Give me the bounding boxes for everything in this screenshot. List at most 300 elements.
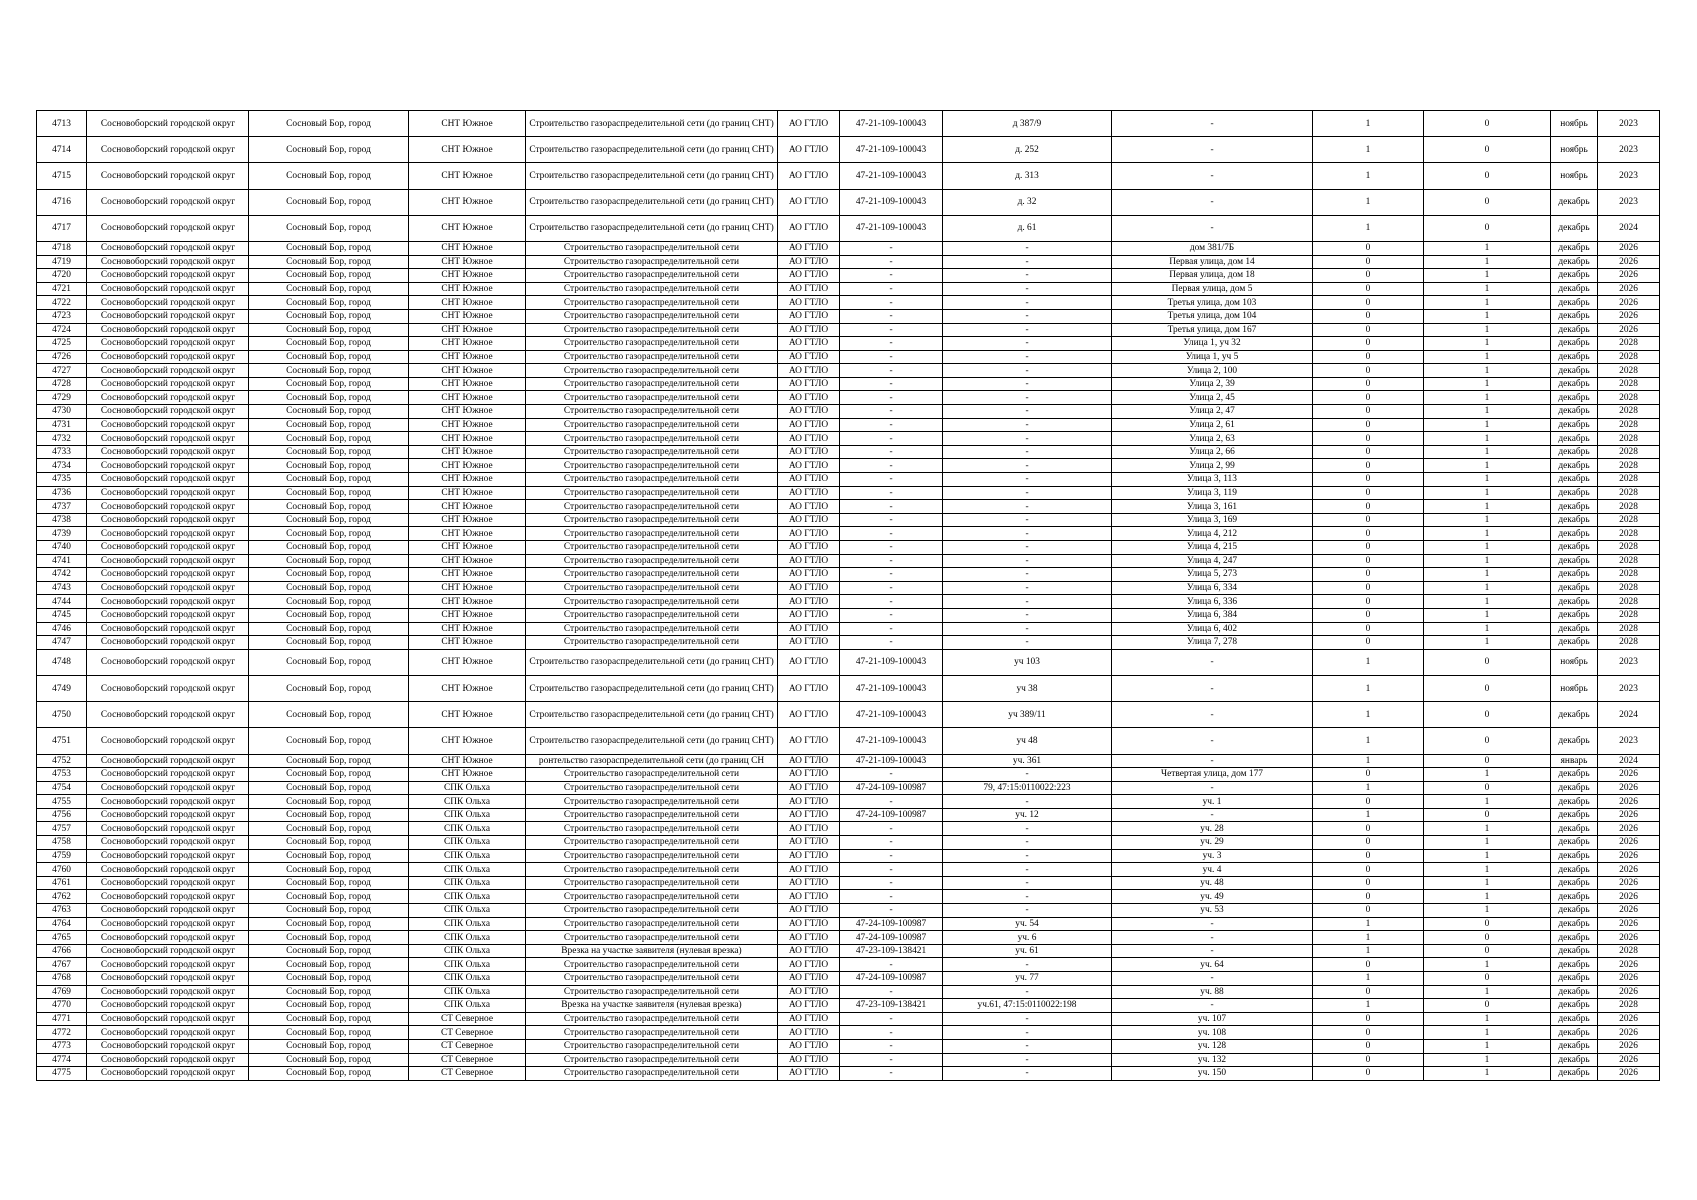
month-cell: ноябрь <box>1551 649 1598 675</box>
count-a-cell: 0 <box>1313 836 1424 850</box>
address-cell: - <box>1112 215 1313 241</box>
organization-cell: АО ГТЛО <box>778 728 840 754</box>
year-cell: 2028 <box>1598 377 1660 391</box>
contract-number-cell: 47-24-109-100987 <box>840 931 943 945</box>
settlement-cell: СНТ Южное <box>409 541 526 555</box>
organization-cell: АО ГТЛО <box>778 754 840 768</box>
district-cell: Сосновоборский городской округ <box>87 768 249 782</box>
work-type-cell: Строительство газораспределительной сети <box>526 541 778 555</box>
count-a-cell: 0 <box>1313 432 1424 446</box>
count-a-cell: 0 <box>1313 622 1424 636</box>
contract-number-cell: - <box>840 622 943 636</box>
settlement-cell: СНТ Южное <box>409 513 526 527</box>
plot-cell: - <box>943 1067 1112 1081</box>
month-cell: декабрь <box>1551 350 1598 364</box>
year-cell: 2023 <box>1598 675 1660 701</box>
city-cell: Сосновый Бор, город <box>249 1026 409 1040</box>
plot-cell: - <box>943 486 1112 500</box>
work-type-cell: Строительство газораспределительной сети <box>526 350 778 364</box>
table-row <box>37 622 1660 636</box>
row-number: 4733 <box>37 445 87 459</box>
row-number: 4765 <box>37 931 87 945</box>
month-cell: декабрь <box>1551 309 1598 323</box>
month-cell: декабрь <box>1551 608 1598 622</box>
row-number: 4742 <box>37 568 87 582</box>
row-number: 4728 <box>37 377 87 391</box>
year-cell: 2026 <box>1598 1012 1660 1026</box>
address-cell: - <box>1112 111 1313 137</box>
contract-number-cell: - <box>840 1026 943 1040</box>
address-cell: Первая улица, дом 18 <box>1112 269 1313 283</box>
work-type-cell: Строительство газораспределительной сети <box>526 581 778 595</box>
year-cell: 2026 <box>1598 863 1660 877</box>
year-cell: 2026 <box>1598 768 1660 782</box>
count-a-cell: 0 <box>1313 985 1424 999</box>
contract-number-cell: 47-23-109-138421 <box>840 999 943 1013</box>
organization-cell: АО ГТЛО <box>778 255 840 269</box>
row-number: 4741 <box>37 554 87 568</box>
organization-cell: АО ГТЛО <box>778 282 840 296</box>
count-b-cell: 1 <box>1424 985 1551 999</box>
city-cell: Сосновый Бор, город <box>249 595 409 609</box>
plot-cell: - <box>943 241 1112 255</box>
city-cell: Сосновый Бор, город <box>249 418 409 432</box>
year-cell: 2026 <box>1598 255 1660 269</box>
month-cell: декабрь <box>1551 1026 1598 1040</box>
year-cell: 2028 <box>1598 391 1660 405</box>
table-row <box>37 350 1660 364</box>
row-number: 4748 <box>37 649 87 675</box>
count-a-cell: 0 <box>1313 904 1424 918</box>
organization-cell: АО ГТЛО <box>778 822 840 836</box>
count-b-cell: 0 <box>1424 999 1551 1013</box>
year-cell: 2026 <box>1598 296 1660 310</box>
district-cell: Сосновоборский городской округ <box>87 931 249 945</box>
district-cell: Сосновоборский городской округ <box>87 795 249 809</box>
district-cell: Сосновоборский городской округ <box>87 391 249 405</box>
row-number: 4720 <box>37 269 87 283</box>
organization-cell: АО ГТЛО <box>778 876 840 890</box>
city-cell: Сосновый Бор, город <box>249 849 409 863</box>
year-cell: 2028 <box>1598 364 1660 378</box>
count-a-cell: 0 <box>1313 1026 1424 1040</box>
organization-cell: АО ГТЛО <box>778 541 840 555</box>
address-cell: уч. 128 <box>1112 1039 1313 1053</box>
month-cell: декабрь <box>1551 972 1598 986</box>
contract-number-cell: 47-21-109-100043 <box>840 163 943 189</box>
contract-number-cell: - <box>840 309 943 323</box>
plot-cell: - <box>943 836 1112 850</box>
district-cell: Сосновоборский городской округ <box>87 863 249 877</box>
city-cell: Сосновый Бор, город <box>249 473 409 487</box>
count-a-cell: 1 <box>1313 781 1424 795</box>
row-number: 4767 <box>37 958 87 972</box>
count-a-cell: 0 <box>1313 364 1424 378</box>
contract-number-cell: - <box>840 1067 943 1081</box>
count-a-cell: 1 <box>1313 754 1424 768</box>
row-number: 4735 <box>37 473 87 487</box>
count-a-cell: 0 <box>1313 958 1424 972</box>
city-cell: Сосновый Бор, город <box>249 1039 409 1053</box>
contract-number-cell: - <box>840 876 943 890</box>
month-cell: декабрь <box>1551 405 1598 419</box>
count-b-cell: 0 <box>1424 111 1551 137</box>
row-number: 4760 <box>37 863 87 877</box>
count-b-cell: 1 <box>1424 595 1551 609</box>
table-row <box>37 702 1660 728</box>
year-cell: 2026 <box>1598 323 1660 337</box>
table-row <box>37 822 1660 836</box>
settlement-cell: СПК Ольха <box>409 904 526 918</box>
organization-cell: АО ГТЛО <box>778 890 840 904</box>
plot-cell: 79, 47:15:0110022:223 <box>943 781 1112 795</box>
count-a-cell: 0 <box>1313 849 1424 863</box>
count-b-cell: 1 <box>1424 255 1551 269</box>
work-type-cell: Врезка на участке заявителя (нулевая врезка) <box>526 999 778 1013</box>
district-cell: Сосновоборский городской округ <box>87 350 249 364</box>
year-cell: 2023 <box>1598 137 1660 163</box>
row-number: 4774 <box>37 1053 87 1067</box>
month-cell: декабрь <box>1551 500 1598 514</box>
address-cell: - <box>1112 702 1313 728</box>
city-cell: Сосновый Бор, город <box>249 513 409 527</box>
count-b-cell: 1 <box>1424 958 1551 972</box>
count-b-cell: 0 <box>1424 972 1551 986</box>
table-row <box>37 459 1660 473</box>
work-type-cell: Строительство газораспределительной сети <box>526 282 778 296</box>
month-cell: декабрь <box>1551 808 1598 822</box>
plot-cell: - <box>943 595 1112 609</box>
settlement-cell: СНТ Южное <box>409 754 526 768</box>
count-b-cell: 1 <box>1424 296 1551 310</box>
contract-number-cell: - <box>840 432 943 446</box>
district-cell: Сосновоборский городской округ <box>87 527 249 541</box>
month-cell: декабрь <box>1551 296 1598 310</box>
row-number: 4757 <box>37 822 87 836</box>
count-a-cell: 1 <box>1313 972 1424 986</box>
organization-cell: АО ГТЛО <box>778 595 840 609</box>
plot-cell: уч. 77 <box>943 972 1112 986</box>
table-row <box>37 189 1660 215</box>
row-number: 4743 <box>37 581 87 595</box>
settlement-cell: СТ Северное <box>409 1026 526 1040</box>
table-row <box>37 527 1660 541</box>
count-b-cell: 1 <box>1424 500 1551 514</box>
settlement-cell: СПК Ольха <box>409 972 526 986</box>
district-cell: Сосновоборский городской округ <box>87 675 249 701</box>
row-number: 4726 <box>37 350 87 364</box>
settlement-cell: СПК Ольха <box>409 849 526 863</box>
district-cell: Сосновоборский городской округ <box>87 255 249 269</box>
address-cell: Улица 2, 63 <box>1112 432 1313 446</box>
table-row <box>37 876 1660 890</box>
organization-cell: АО ГТЛО <box>778 337 840 351</box>
plot-cell: - <box>943 269 1112 283</box>
count-b-cell: 1 <box>1424 622 1551 636</box>
plot-cell: - <box>943 1012 1112 1026</box>
count-a-cell: 1 <box>1313 917 1424 931</box>
contract-number-cell: 47-21-109-100043 <box>840 215 943 241</box>
contract-number-cell: - <box>840 269 943 283</box>
year-cell: 2028 <box>1598 486 1660 500</box>
organization-cell: АО ГТЛО <box>778 189 840 215</box>
city-cell: Сосновый Бор, город <box>249 405 409 419</box>
count-b-cell: 1 <box>1424 364 1551 378</box>
row-number: 4717 <box>37 215 87 241</box>
organization-cell: АО ГТЛО <box>778 958 840 972</box>
table-row <box>37 513 1660 527</box>
address-cell: - <box>1112 999 1313 1013</box>
month-cell: декабрь <box>1551 255 1598 269</box>
contract-number-cell: - <box>840 541 943 555</box>
city-cell: Сосновый Бор, город <box>249 754 409 768</box>
month-cell: декабрь <box>1551 702 1598 728</box>
table-row <box>37 608 1660 622</box>
contract-number-cell: - <box>840 337 943 351</box>
table-row <box>37 568 1660 582</box>
address-cell: - <box>1112 781 1313 795</box>
table-row <box>37 904 1660 918</box>
table-row <box>37 296 1660 310</box>
table-row <box>37 636 1660 650</box>
district-cell: Сосновоборский городской округ <box>87 541 249 555</box>
address-cell: Улица 2, 99 <box>1112 459 1313 473</box>
plot-cell: д. 252 <box>943 137 1112 163</box>
row-number: 4724 <box>37 323 87 337</box>
work-type-cell: Строительство газораспределительной сети <box>526 405 778 419</box>
settlement-cell: СТ Северное <box>409 1067 526 1081</box>
count-a-cell: 0 <box>1313 282 1424 296</box>
table-row <box>37 999 1660 1013</box>
address-cell: уч. 28 <box>1112 822 1313 836</box>
contract-number-cell: 47-21-109-100043 <box>840 754 943 768</box>
table-row <box>37 364 1660 378</box>
organization-cell: АО ГТЛО <box>778 781 840 795</box>
count-b-cell: 1 <box>1424 486 1551 500</box>
city-cell: Сосновый Бор, город <box>249 972 409 986</box>
count-b-cell: 1 <box>1424 1026 1551 1040</box>
month-cell: декабрь <box>1551 1039 1598 1053</box>
table-row <box>37 728 1660 754</box>
work-type-cell: Строительство газораспределительной сети <box>526 795 778 809</box>
district-cell: Сосновоборский городской округ <box>87 636 249 650</box>
plot-cell: - <box>943 282 1112 296</box>
table-row <box>37 972 1660 986</box>
city-cell: Сосновый Бор, город <box>249 1012 409 1026</box>
organization-cell: АО ГТЛО <box>778 296 840 310</box>
city-cell: Сосновый Бор, город <box>249 581 409 595</box>
address-cell: Улица 6, 334 <box>1112 581 1313 595</box>
plot-cell: - <box>943 527 1112 541</box>
plot-cell: - <box>943 1039 1112 1053</box>
district-cell: Сосновоборский городской округ <box>87 1012 249 1026</box>
count-b-cell: 0 <box>1424 917 1551 931</box>
row-number: 4725 <box>37 337 87 351</box>
settlement-cell: СНТ Южное <box>409 702 526 728</box>
row-number: 4734 <box>37 459 87 473</box>
table-row <box>37 500 1660 514</box>
table-row <box>37 958 1660 972</box>
year-cell: 2026 <box>1598 1067 1660 1081</box>
count-b-cell: 1 <box>1424 269 1551 283</box>
year-cell: 2026 <box>1598 849 1660 863</box>
month-cell: декабрь <box>1551 795 1598 809</box>
row-number: 4713 <box>37 111 87 137</box>
month-cell: ноябрь <box>1551 163 1598 189</box>
contract-number-cell: - <box>840 985 943 999</box>
address-cell: дом 381/7Б <box>1112 241 1313 255</box>
city-cell: Сосновый Бор, город <box>249 944 409 958</box>
plot-cell: - <box>943 890 1112 904</box>
plot-cell: д. 61 <box>943 215 1112 241</box>
settlement-cell: СНТ Южное <box>409 296 526 310</box>
count-b-cell: 1 <box>1424 527 1551 541</box>
plot-cell: - <box>943 309 1112 323</box>
month-cell: декабрь <box>1551 863 1598 877</box>
row-number: 4739 <box>37 527 87 541</box>
table-row <box>37 1026 1660 1040</box>
address-cell: Улица 1, уч 32 <box>1112 337 1313 351</box>
city-cell: Сосновый Бор, город <box>249 890 409 904</box>
month-cell: декабрь <box>1551 1067 1598 1081</box>
month-cell: декабрь <box>1551 595 1598 609</box>
contract-number-cell: - <box>840 377 943 391</box>
row-number: 4744 <box>37 595 87 609</box>
organization-cell: АО ГТЛО <box>778 904 840 918</box>
plot-cell: - <box>943 904 1112 918</box>
work-type-cell: Строительство газораспределительной сети <box>526 931 778 945</box>
contract-number-cell: 47-24-109-100987 <box>840 781 943 795</box>
plot-cell: - <box>943 636 1112 650</box>
district-cell: Сосновоборский городской округ <box>87 309 249 323</box>
settlement-cell: СНТ Южное <box>409 568 526 582</box>
settlement-cell: СПК Ольха <box>409 985 526 999</box>
row-number: 4715 <box>37 163 87 189</box>
work-type-cell: Строительство газораспределительной сети <box>526 808 778 822</box>
count-b-cell: 1 <box>1424 541 1551 555</box>
address-cell: - <box>1112 972 1313 986</box>
work-type-cell: Строительство газораспределительной сети <box>526 432 778 446</box>
address-cell: Улица 2, 61 <box>1112 418 1313 432</box>
year-cell: 2028 <box>1598 418 1660 432</box>
work-type-cell: Строительство газораспределительной сети <box>526 595 778 609</box>
count-b-cell: 1 <box>1424 377 1551 391</box>
table-row <box>37 649 1660 675</box>
city-cell: Сосновый Бор, город <box>249 486 409 500</box>
address-cell: Первая улица, дом 14 <box>1112 255 1313 269</box>
plot-cell: - <box>943 608 1112 622</box>
organization-cell: АО ГТЛО <box>778 581 840 595</box>
month-cell: декабрь <box>1551 849 1598 863</box>
work-type-cell: Строительство газораспределительной сети <box>526 904 778 918</box>
year-cell: 2023 <box>1598 163 1660 189</box>
work-type-cell: Строительство газораспределительной сети <box>526 768 778 782</box>
table-row <box>37 241 1660 255</box>
contract-number-cell: - <box>840 608 943 622</box>
work-type-cell: Строительство газораспределительной сети <box>526 269 778 283</box>
work-type-cell: Строительство газораспределительной сети <box>526 876 778 890</box>
count-b-cell: 1 <box>1424 350 1551 364</box>
row-number: 4716 <box>37 189 87 215</box>
count-a-cell: 0 <box>1313 473 1424 487</box>
plot-cell: д. 32 <box>943 189 1112 215</box>
contract-number-cell: - <box>840 473 943 487</box>
settlement-cell: СНТ Южное <box>409 636 526 650</box>
district-cell: Сосновоборский городской округ <box>87 728 249 754</box>
contract-number-cell: 47-21-109-100043 <box>840 137 943 163</box>
count-b-cell: 1 <box>1424 768 1551 782</box>
settlement-cell: СТ Северное <box>409 1012 526 1026</box>
city-cell: Сосновый Бор, город <box>249 863 409 877</box>
plot-cell: - <box>943 391 1112 405</box>
settlement-cell: СПК Ольха <box>409 781 526 795</box>
year-cell: 2023 <box>1598 111 1660 137</box>
settlement-cell: СНТ Южное <box>409 581 526 595</box>
contract-number-cell: - <box>840 282 943 296</box>
year-cell: 2026 <box>1598 781 1660 795</box>
settlement-cell: СНТ Южное <box>409 111 526 137</box>
count-b-cell: 1 <box>1424 432 1551 446</box>
year-cell: 2024 <box>1598 754 1660 768</box>
work-type-cell: Строительство газораспределительной сети <box>526 1067 778 1081</box>
settlement-cell: СНТ Южное <box>409 473 526 487</box>
count-b-cell: 1 <box>1424 473 1551 487</box>
organization-cell: АО ГТЛО <box>778 917 840 931</box>
contract-number-cell: - <box>840 255 943 269</box>
address-cell: Третья улица, дом 103 <box>1112 296 1313 310</box>
contract-number-cell: - <box>840 1012 943 1026</box>
plot-cell: уч. 54 <box>943 917 1112 931</box>
table-row <box>37 795 1660 809</box>
row-number: 4759 <box>37 849 87 863</box>
plot-cell: - <box>943 985 1112 999</box>
city-cell: Сосновый Бор, город <box>249 568 409 582</box>
district-cell: Сосновоборский городской округ <box>87 364 249 378</box>
address-cell: уч. 3 <box>1112 849 1313 863</box>
organization-cell: АО ГТЛО <box>778 622 840 636</box>
work-type-cell: Строительство газораспределительной сети <box>526 917 778 931</box>
work-type-cell: Строительство газораспределительной сети (до границ СНТ) <box>526 163 778 189</box>
organization-cell: АО ГТЛО <box>778 323 840 337</box>
year-cell: 2023 <box>1598 728 1660 754</box>
month-cell: декабрь <box>1551 527 1598 541</box>
table-row <box>37 890 1660 904</box>
work-type-cell: Строительство газораспределительной сети <box>526 323 778 337</box>
contract-number-cell: - <box>840 527 943 541</box>
address-cell: - <box>1112 917 1313 931</box>
plot-cell: - <box>943 863 1112 877</box>
contract-number-cell: 47-24-109-100987 <box>840 808 943 822</box>
settlement-cell: СНТ Южное <box>409 486 526 500</box>
city-cell: Сосновый Бор, город <box>249 1067 409 1081</box>
count-b-cell: 0 <box>1424 728 1551 754</box>
count-a-cell: 0 <box>1313 405 1424 419</box>
address-cell: - <box>1112 649 1313 675</box>
month-cell: декабрь <box>1551 323 1598 337</box>
row-number: 4719 <box>37 255 87 269</box>
work-type-cell: Строительство газораспределительной сети <box>526 890 778 904</box>
city-cell: Сосновый Бор, город <box>249 432 409 446</box>
address-cell: Улица 4, 215 <box>1112 541 1313 555</box>
district-cell: Сосновоборский городской округ <box>87 781 249 795</box>
count-a-cell: 0 <box>1313 269 1424 283</box>
settlement-cell: СНТ Южное <box>409 269 526 283</box>
contract-number-cell: - <box>840 500 943 514</box>
settlement-cell: СНТ Южное <box>409 554 526 568</box>
organization-cell: АО ГТЛО <box>778 432 840 446</box>
city-cell: Сосновый Бор, город <box>249 296 409 310</box>
table-row <box>37 1067 1660 1081</box>
